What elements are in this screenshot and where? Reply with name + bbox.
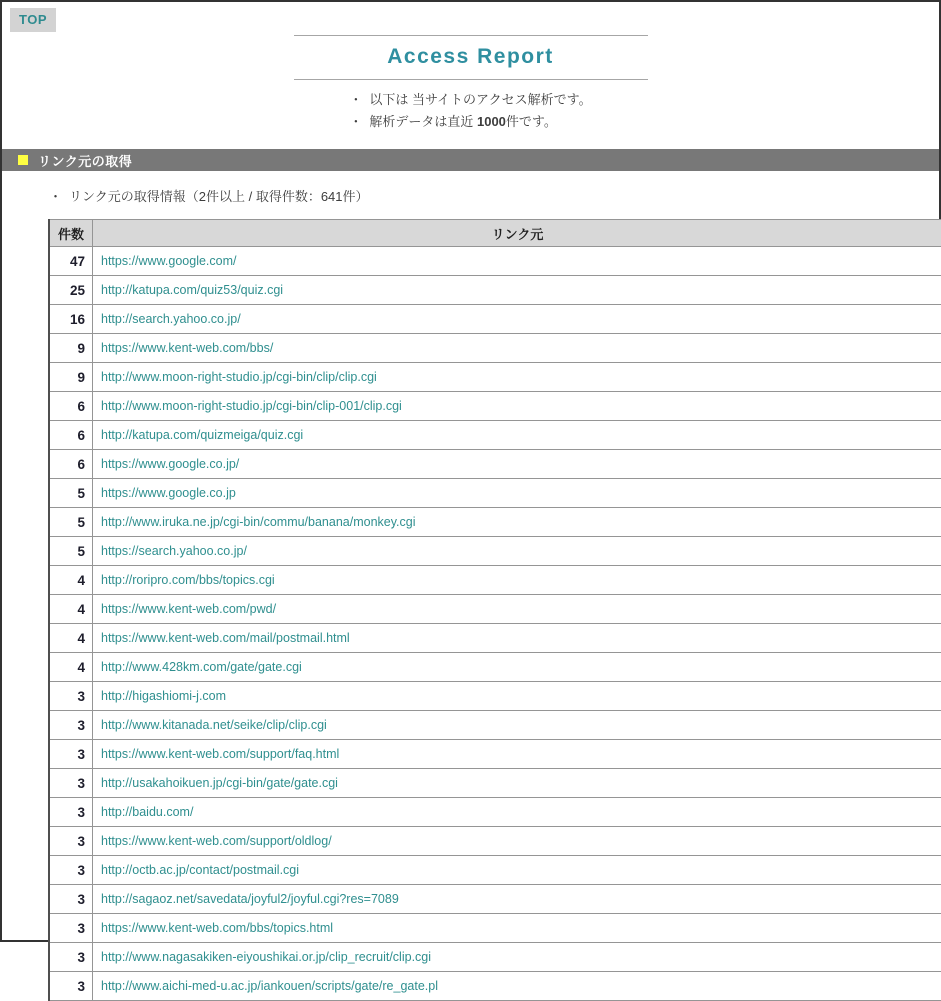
referrer-link[interactable]: http://www.moon-right-studio.jp/cgi-bin/clip/clip.cgi <box>101 370 377 384</box>
referrer-count: 4 <box>49 595 93 624</box>
table-row <box>49 943 941 972</box>
referrer-url-cell <box>93 595 941 624</box>
referrer-count: 4 <box>49 624 93 653</box>
referrer-url-cell <box>93 827 941 856</box>
referrer-link[interactable]: http://higashiomi-j.com <box>101 689 226 703</box>
referrer-count: 3 <box>49 914 93 943</box>
referrer-url-cell <box>93 856 941 885</box>
referrer-info-line <box>49 186 939 205</box>
referrer-count: 5 <box>49 537 93 566</box>
referrer-link[interactable]: http://www.aichi-med-u.ac.jp/iankouen/scripts/gate/re_gate.pl <box>101 979 438 993</box>
intro-line-2-suffix: 件です。 <box>506 114 557 129</box>
section-header-bar <box>2 149 939 171</box>
table-row <box>49 740 941 769</box>
referrer-url-cell <box>93 740 941 769</box>
title-rule-bottom <box>294 79 648 80</box>
referrer-count: 9 <box>49 334 93 363</box>
table-row <box>49 450 941 479</box>
referrer-count: 6 <box>49 392 93 421</box>
referrer-link[interactable]: http://baidu.com/ <box>101 805 193 819</box>
referrer-link[interactable]: http://sagaoz.net/savedata/joyful2/joyful.cgi?res=7089 <box>101 892 399 906</box>
table-row <box>49 305 941 334</box>
column-header-count: 件数 <box>49 220 93 247</box>
section-title: リンク元の取得 <box>38 151 132 170</box>
table-row <box>49 972 941 1001</box>
table-row <box>49 711 941 740</box>
table-row <box>49 914 941 943</box>
title-block <box>294 35 648 80</box>
referrer-url-cell <box>93 769 941 798</box>
table-row <box>49 566 941 595</box>
referrer-count: 3 <box>49 711 93 740</box>
referrer-link[interactable]: http://www.kitanada.net/seike/clip/clip.cgi <box>101 718 327 732</box>
referrer-url-cell <box>93 421 941 450</box>
referrer-link[interactable]: https://www.kent-web.com/support/faq.html <box>101 747 339 761</box>
referrer-count: 3 <box>49 827 93 856</box>
table-row <box>49 856 941 885</box>
referrer-url-cell <box>93 479 941 508</box>
referrer-count: 3 <box>49 769 93 798</box>
referrer-url-cell <box>93 566 941 595</box>
referrer-table-head <box>49 220 941 247</box>
referrer-link[interactable]: https://www.kent-web.com/bbs/ <box>101 341 273 355</box>
table-row <box>49 885 941 914</box>
referrer-link[interactable]: http://katupa.com/quiz53/quiz.cgi <box>101 283 283 297</box>
referrer-count: 4 <box>49 653 93 682</box>
intro-line-1-text: 以下は 当サイトのアクセス解析です。 <box>369 92 591 107</box>
yellow-square-icon <box>18 155 28 165</box>
referrer-link[interactable]: http://katupa.com/quizmeiga/quiz.cgi <box>101 428 303 442</box>
referrer-url-cell <box>93 508 941 537</box>
bullet-dot: ・ <box>349 92 362 107</box>
referrer-link[interactable]: https://search.yahoo.co.jp/ <box>101 544 247 558</box>
referrer-url-cell <box>93 363 941 392</box>
referrer-count: 47 <box>49 247 93 276</box>
column-header-referrer: リンク元 <box>93 220 941 247</box>
referrer-link[interactable]: http://roripro.com/bbs/topics.cgi <box>101 573 275 587</box>
referrer-table-body <box>49 247 941 1001</box>
referrer-count: 3 <box>49 885 93 914</box>
data-count-value: 1000 <box>477 114 506 129</box>
referrer-url-cell <box>93 624 941 653</box>
referrer-link[interactable]: http://www.iruka.ne.jp/cgi-bin/commu/banana/monkey.cgi <box>101 515 416 529</box>
referrer-url-cell <box>93 450 941 479</box>
referrer-url-cell <box>93 914 941 943</box>
table-row <box>49 682 941 711</box>
table-row <box>49 827 941 856</box>
intro-line-2 <box>349 111 591 133</box>
table-row <box>49 769 941 798</box>
referrer-count: 6 <box>49 421 93 450</box>
referrer-count: 3 <box>49 798 93 827</box>
table-row <box>49 624 941 653</box>
table-row <box>49 595 941 624</box>
top-button[interactable]: TOP <box>10 8 56 32</box>
referrer-link[interactable]: http://octb.ac.jp/contact/postmail.cgi <box>101 863 299 877</box>
table-row <box>49 508 941 537</box>
referrer-count: 3 <box>49 682 93 711</box>
referrer-link[interactable]: http://www.428km.com/gate/gate.cgi <box>101 660 302 674</box>
referrer-count: 3 <box>49 856 93 885</box>
referrer-url-cell <box>93 885 941 914</box>
table-row <box>49 363 941 392</box>
table-row <box>49 334 941 363</box>
table-row <box>49 479 941 508</box>
referrer-url-cell <box>93 972 941 1001</box>
referrer-link[interactable]: https://www.kent-web.com/mail/postmail.html <box>101 631 350 645</box>
referrer-link[interactable]: http://www.nagasakiken-eiyoushikai.or.jp/clip_recruit/clip.cgi <box>101 950 431 964</box>
referrer-link[interactable]: https://www.google.co.jp <box>101 486 236 500</box>
table-row <box>49 247 941 276</box>
referrer-url-cell <box>93 305 941 334</box>
referrer-link[interactable]: http://www.moon-right-studio.jp/cgi-bin/clip-001/clip.cgi <box>101 399 402 413</box>
bullet-dot: ・ <box>349 114 362 129</box>
referrer-table <box>48 219 941 1001</box>
referrer-info-text: リンク元の取得情報（2件以上 / 取得件数：641件） <box>69 189 369 204</box>
referrer-link[interactable]: https://www.google.co.jp/ <box>101 457 239 471</box>
referrer-url-cell <box>93 653 941 682</box>
intro-line-2-prefix: 解析データは直近 <box>369 114 477 129</box>
referrer-link[interactable]: https://www.kent-web.com/pwd/ <box>101 602 276 616</box>
table-row <box>49 392 941 421</box>
referrer-url-cell <box>93 682 941 711</box>
table-header-row <box>49 220 941 247</box>
referrer-link[interactable]: http://search.yahoo.co.jp/ <box>101 312 241 326</box>
referrer-count: 9 <box>49 363 93 392</box>
referrer-url-cell <box>93 247 941 276</box>
referrer-link[interactable]: https://www.google.com/ <box>101 254 236 268</box>
referrer-count: 16 <box>49 305 93 334</box>
table-row <box>49 421 941 450</box>
bullet-dot: ・ <box>49 189 62 204</box>
referrer-url-cell <box>93 943 941 972</box>
referrer-link[interactable]: https://www.kent-web.com/support/oldlog/ <box>101 834 332 848</box>
referrer-count: 25 <box>49 276 93 305</box>
referrer-count: 3 <box>49 740 93 769</box>
referrer-url-cell <box>93 537 941 566</box>
referrer-url-cell <box>93 711 941 740</box>
referrer-count: 6 <box>49 450 93 479</box>
intro-line-1 <box>349 89 591 111</box>
referrer-count: 4 <box>49 566 93 595</box>
page-title: Access Report <box>294 36 648 79</box>
referrer-count: 5 <box>49 508 93 537</box>
table-row <box>49 537 941 566</box>
referrer-url-cell <box>93 334 941 363</box>
referrer-count: 3 <box>49 972 93 1001</box>
referrer-count: 5 <box>49 479 93 508</box>
table-row <box>49 653 941 682</box>
intro-notes <box>349 89 591 133</box>
table-row <box>49 276 941 305</box>
referrer-link[interactable]: http://usakahoikuen.jp/cgi-bin/gate/gate.cgi <box>101 776 338 790</box>
referrer-link[interactable]: https://www.kent-web.com/bbs/topics.html <box>101 921 333 935</box>
referrer-url-cell <box>93 276 941 305</box>
referrer-count: 3 <box>49 943 93 972</box>
referrer-url-cell <box>93 392 941 421</box>
table-row <box>49 798 941 827</box>
referrer-url-cell <box>93 798 941 827</box>
